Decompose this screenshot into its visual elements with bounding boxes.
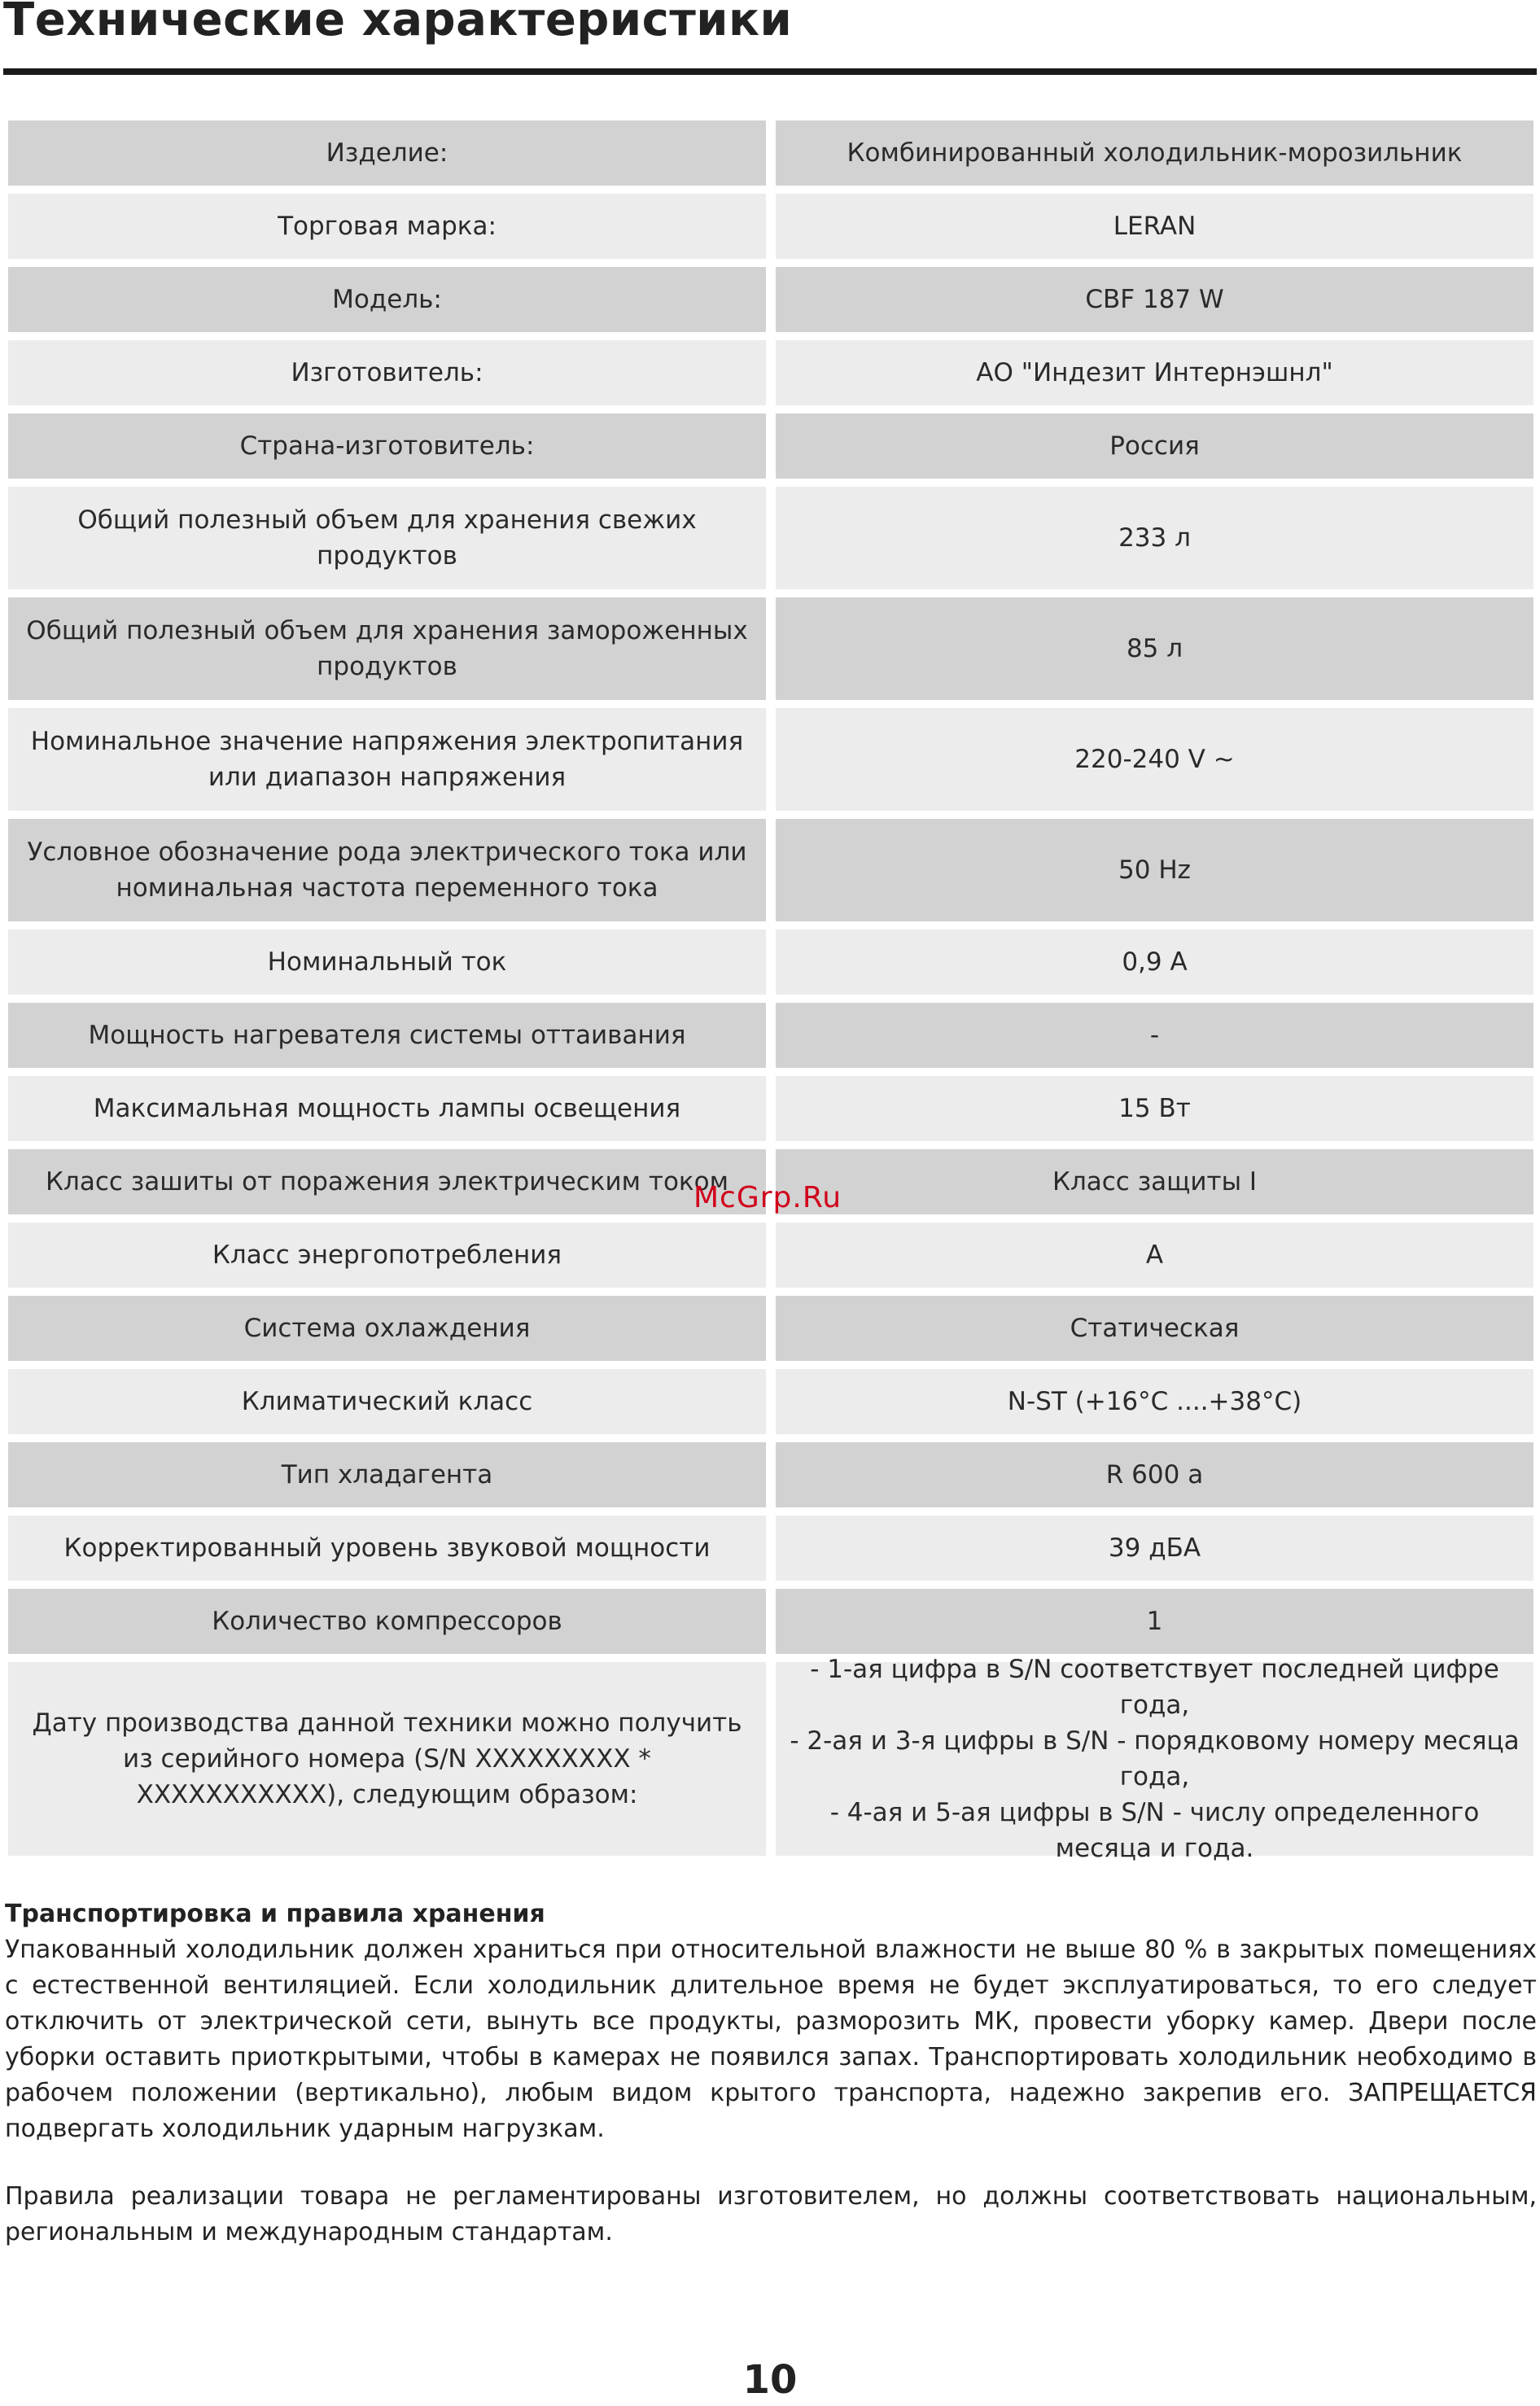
spec-label: Изготовитель:	[8, 340, 766, 405]
spec-label: Климатический класс	[8, 1369, 766, 1434]
spec-value: 233 л	[776, 487, 1533, 589]
spec-row-voltage	[8, 708, 1540, 811]
page-title: Технические характеристики	[3, 0, 793, 46]
spec-value: CBF 187 W	[776, 267, 1533, 332]
spec-label: Максимальная мощность лампы освещения	[8, 1076, 766, 1141]
spec-value: N-ST (+16°С ....+38°С)	[776, 1369, 1533, 1434]
spec-value: -	[776, 1003, 1533, 1068]
spec-row-model	[8, 267, 1540, 332]
spec-value: 0,9 А	[776, 930, 1533, 995]
spec-label: Торговая марка:	[8, 194, 766, 259]
watermark: McGrp.Ru	[693, 1181, 842, 1214]
spec-label: Количество компрессоров	[8, 1589, 766, 1654]
spec-row-country	[8, 413, 1540, 479]
spec-value: АО "Индезит Интернэшнл"	[776, 340, 1533, 405]
spec-row-current	[8, 930, 1540, 995]
production-date-line: - 4-ая и 5-ая цифры в S/N - числу определенного месяца и года.	[829, 1798, 1480, 1863]
spec-label: Корректированный уровень звуковой мощности	[8, 1516, 766, 1581]
sales-rules-section	[5, 2179, 1537, 2251]
spec-row-frequency	[8, 819, 1540, 921]
spec-label: Изделие:	[8, 120, 766, 186]
spec-label: Класс энергопотребления	[8, 1223, 766, 1288]
spec-label: Общий полезный объем для хранения замороженных продуктов	[8, 597, 766, 700]
spec-value: Статическая	[776, 1296, 1533, 1361]
spec-row-cooling-system	[8, 1296, 1540, 1361]
spec-row-frozen-volume	[8, 597, 1540, 700]
spec-value: 39 дБА	[776, 1516, 1533, 1581]
spec-row-defrost-heater	[8, 1003, 1540, 1068]
spec-row-noise-level	[8, 1516, 1540, 1581]
spec-row-climate-class	[8, 1369, 1540, 1434]
specifications-table	[8, 120, 1540, 1864]
spec-row-product	[8, 120, 1540, 186]
section-heading: Транспортировка и правила хранения	[5, 1900, 545, 1928]
spec-label: Условное обозначение рода электрического тока или номинальная частота переменного тока	[8, 819, 766, 921]
spec-value: А	[776, 1223, 1533, 1288]
production-date-line: - 1-ая цифра в S/N соответствует последней цифре года,	[810, 1655, 1499, 1720]
spec-label: Класс зашиты от поражения электрическим током	[8, 1149, 766, 1214]
spec-label: Тип хладагента	[8, 1442, 766, 1507]
spec-value: Класс защиты I	[776, 1149, 1533, 1214]
spec-value: 50 Hz	[776, 819, 1533, 921]
spec-label: Страна-изготовитель:	[8, 413, 766, 479]
spec-value: 1	[776, 1589, 1533, 1654]
title-divider	[3, 68, 1537, 75]
spec-label: Общий полезный объем для хранения свежих продуктов	[8, 487, 766, 589]
spec-label: Модель:	[8, 267, 766, 332]
spec-value: Россия	[776, 413, 1533, 479]
transport-text: Упакованный холодильник должен храниться при относительной влажности не выше 80 % в закрытых помещениях с естественной вентиляцией. Если холодильник длительное время не будет эксплуатироваться, то его следует отключить от электрической сети, вынуть все продукты, разморозить МК, провести уборку камер. Двери после уборки оставить приоткрытыми, чтобы в камерах не появился запах. Транспортировать холодильник необходимо в рабочем положении (вертикально), любым видом крытого транспорта, надежно закрепив его. ЗАПРЕЩАЕТСЯ подвергать холодильник ударным нагрузкам.	[5, 1936, 1537, 2143]
spec-row-manufacturer	[8, 340, 1540, 405]
production-date-line: - 2-ая и 3-я цифры в S/N - порядковому номеру месяца года,	[790, 1726, 1520, 1791]
spec-value: 85 л	[776, 597, 1533, 700]
spec-value: 15 Вт	[776, 1076, 1533, 1141]
spec-label: Номинальное значение напряжения электропитания или диапазон напряжения	[8, 708, 766, 811]
spec-label: Мощность нагревателя системы оттаивания	[8, 1003, 766, 1068]
spec-label: Дату производства данной техники можно получить из серийного номера (S/N XXXXXXXXX * XXXXXXXXXXX), следующим образом:	[8, 1662, 766, 1856]
spec-label: Система охлаждения	[8, 1296, 766, 1361]
sales-rules-text: Правила реализации товара не регламентированы изготовителем, но должны соответствовать национальным, региональным и международным стандартам.	[5, 2182, 1537, 2246]
spec-row-brand	[8, 194, 1540, 259]
spec-row-production-date	[8, 1655, 1540, 1863]
spec-row-energy-class	[8, 1223, 1540, 1288]
spec-value: 220-240 V ~	[776, 708, 1533, 811]
spec-value: R 600 a	[776, 1442, 1533, 1507]
spec-row-lamp-power	[8, 1076, 1540, 1141]
spec-label: Номинальный ток	[8, 930, 766, 995]
spec-value: LERAN	[776, 194, 1533, 259]
spec-value	[776, 1655, 1533, 1863]
spec-value: Комбинированный холодильник-морозильник	[776, 120, 1533, 186]
transport-section	[5, 1896, 1537, 2147]
page-number: 10	[742, 2357, 798, 2403]
spec-row-fresh-volume	[8, 487, 1540, 589]
spec-row-compressors	[8, 1589, 1540, 1654]
spec-row-refrigerant	[8, 1442, 1540, 1507]
